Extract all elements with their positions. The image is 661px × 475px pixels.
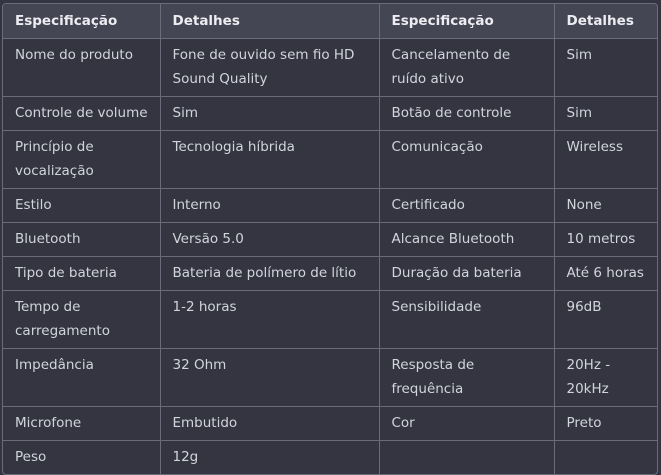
table-row xyxy=(3,407,658,441)
header-cell-spec-2: Especificação xyxy=(379,4,554,39)
spec-name-cell: Tipo de bateria xyxy=(3,257,160,291)
spec-name-cell xyxy=(379,441,554,475)
header-cell-details-2: Detalhes xyxy=(554,4,658,39)
spec-value-cell: Interno xyxy=(160,189,379,223)
spec-value-cell: 12g xyxy=(160,441,379,475)
spec-value-cell: Preto xyxy=(554,407,658,441)
spec-name-cell: Alcance Bluetooth xyxy=(379,223,554,257)
spec-name-cell: Tempo de carregamento xyxy=(3,291,160,349)
spec-name-cell: Sensibilidade xyxy=(379,291,554,349)
spec-value-cell: Bateria de polímero de lítio xyxy=(160,257,379,291)
spec-value-cell: Embutido xyxy=(160,407,379,441)
spec-value-cell: Sim xyxy=(160,97,379,131)
spec-value-cell: None xyxy=(554,189,658,223)
spec-value-cell: 32 Ohm xyxy=(160,349,379,407)
table-row xyxy=(3,291,658,349)
table-body xyxy=(3,39,658,475)
spec-value-cell: Versão 5.0 xyxy=(160,223,379,257)
spec-value-cell: 20Hz - 20kHz xyxy=(554,349,658,407)
spec-name-cell: Estilo xyxy=(3,189,160,223)
spec-name-cell: Duração da bateria xyxy=(379,257,554,291)
spec-name-cell: Cor xyxy=(379,407,554,441)
spec-value-cell: 10 metros xyxy=(554,223,658,257)
spec-name-cell: Princípio de vocalização xyxy=(3,131,160,189)
header-cell-spec-1: Especificação xyxy=(3,4,160,39)
spec-table-frame xyxy=(2,3,658,475)
table-row xyxy=(3,349,658,407)
header-row xyxy=(3,4,658,39)
spec-value-cell: 96dB xyxy=(554,291,658,349)
spec-table-container xyxy=(2,3,658,475)
table-row xyxy=(3,189,658,223)
spec-value-cell: Tecnologia híbrida xyxy=(160,131,379,189)
header-cell-details-1: Detalhes xyxy=(160,4,379,39)
spec-name-cell: Certificado xyxy=(379,189,554,223)
spec-name-cell: Cancelamento de ruído ativo xyxy=(379,39,554,97)
spec-name-cell: Botão de controle xyxy=(379,97,554,131)
spec-name-cell: Microfone xyxy=(3,407,160,441)
table-row xyxy=(3,97,658,131)
spec-name-cell: Nome do produto xyxy=(3,39,160,97)
spec-name-cell: Bluetooth xyxy=(3,223,160,257)
spec-name-cell: Controle de volume xyxy=(3,97,160,131)
spec-name-cell: Comunicação xyxy=(379,131,554,189)
spec-value-cell: Sim xyxy=(554,39,658,97)
spec-name-cell: Impedância xyxy=(3,349,160,407)
spec-name-cell: Peso xyxy=(3,441,160,475)
spec-value-cell: 1-2 horas xyxy=(160,291,379,349)
spec-value-cell: Sim xyxy=(554,97,658,131)
spec-value-cell: Até 6 horas xyxy=(554,257,658,291)
table-row xyxy=(3,257,658,291)
table-row xyxy=(3,39,658,97)
table-row xyxy=(3,441,658,475)
table-row xyxy=(3,131,658,189)
table-row xyxy=(3,223,658,257)
spec-name-cell: Resposta de frequência xyxy=(379,349,554,407)
table-header xyxy=(3,4,658,39)
spec-value-cell xyxy=(554,441,658,475)
spec-table xyxy=(3,4,658,474)
spec-value-cell: Wireless xyxy=(554,131,658,189)
spec-value-cell: Fone de ouvido sem fio HD Sound Quality xyxy=(160,39,379,97)
